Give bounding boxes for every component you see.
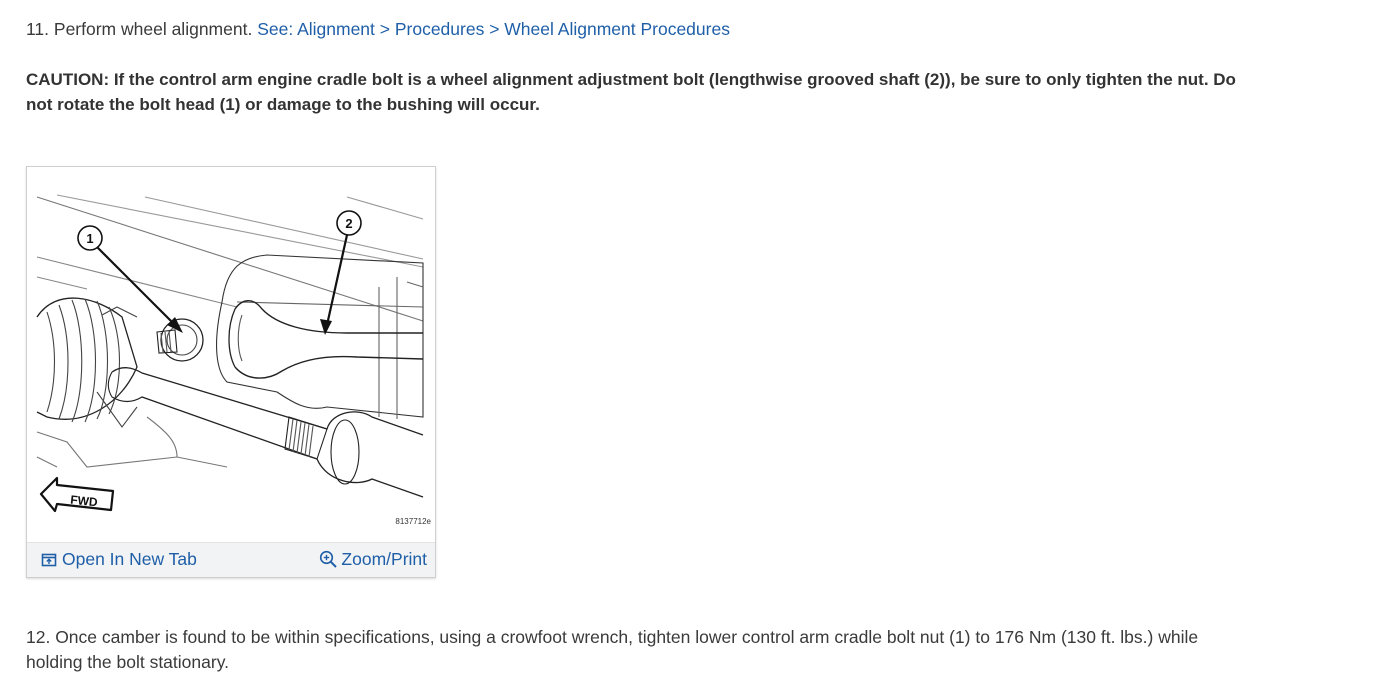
zoom-print-label: Zoom/Print [341,549,427,569]
open-new-tab-icon [41,552,57,568]
figure-container [26,166,436,578]
zoom-in-icon [319,550,338,569]
zoom-print-button[interactable] [319,549,427,570]
open-in-new-tab-label: Open In New Tab [62,549,197,569]
fwd-label: FWD [69,492,99,510]
alignment-procedures-link[interactable]: See: Alignment > Procedures > Wheel Alignment Procedures [257,19,730,39]
step-11 [26,17,730,42]
image-code: 8137712e [395,517,431,526]
forward-arrow-icon [41,478,113,511]
caution-note: CAUTION: If the control arm engine cradle bolt is a wheel alignment adjustment bolt (lengthwise grooved shaft (2)), be sure to only tighten the nut. Do not rotate the bolt head (1) or damage to the bushing will occur. [26,70,1236,114]
callout-1: 1 [86,231,94,246]
step-11-text: 11. Perform wheel alignment. [26,19,258,39]
figure-toolbar [27,542,435,577]
step-12: 12. Once camber is found to be within specifications, using a crowfoot wrench, tighten lower control arm cradle bolt nut (1) to 176 Nm (130 ft. lbs.) while holding the bolt stationary. [26,627,1199,672]
callout-2: 2 [345,216,353,231]
control-arm-bolt-illustration [27,167,435,541]
open-in-new-tab-button[interactable] [41,549,197,570]
